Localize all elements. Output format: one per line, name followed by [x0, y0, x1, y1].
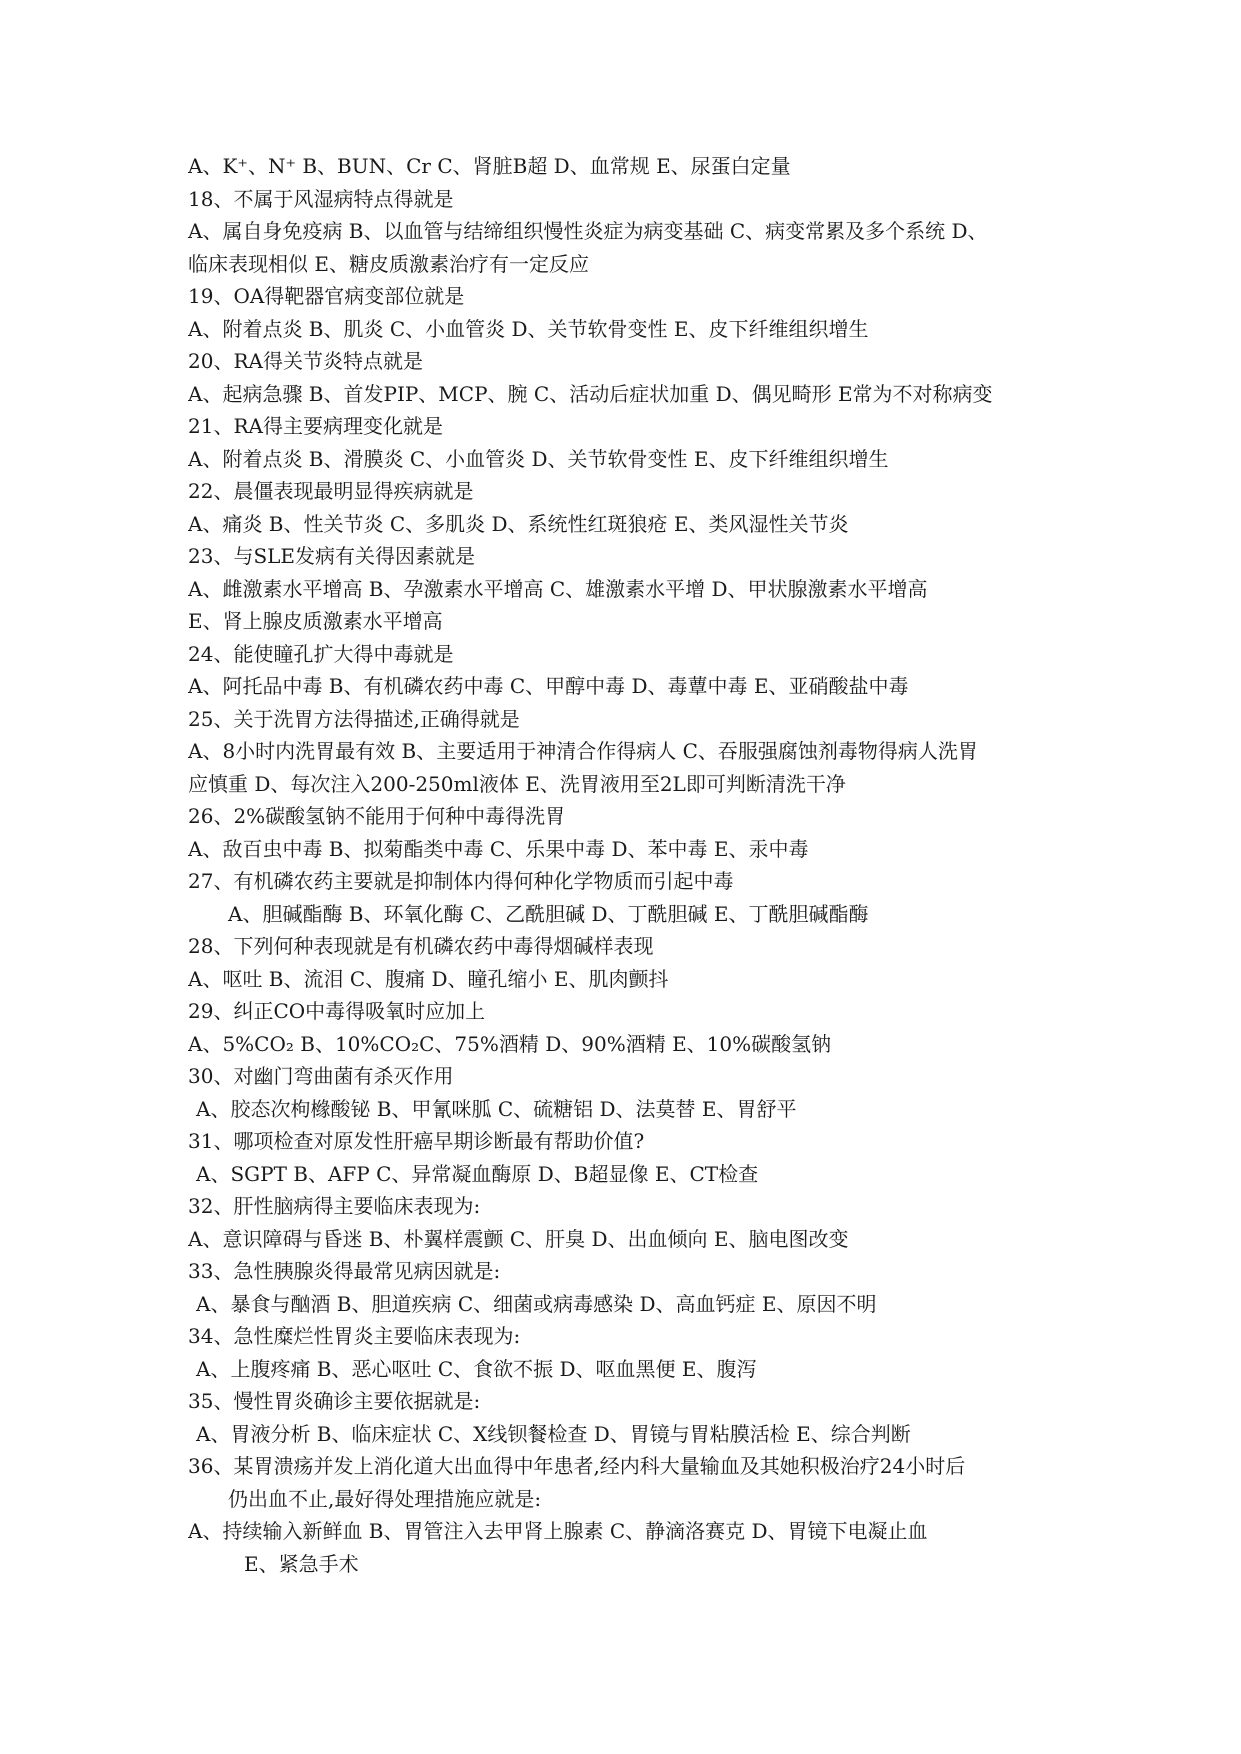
text-line: 22、晨僵表现最明显得疾病就是	[188, 479, 474, 503]
text-line: A、K⁺、N⁺ B、BUN、Cr C、肾脏B超 D、血常规 E、尿蛋白定量	[188, 154, 791, 178]
text-line: 36、某胃溃疡并发上消化道大出血得中年患者,经内科大量输血及其她积极治疗24小时后	[188, 1454, 966, 1478]
text-line: A、暴食与酗酒 B、胆道疾病 C、细菌或病毒感染 D、高血钙症 E、原因不明	[196, 1291, 877, 1316]
text-line: 20、RA得关节炎特点就是	[188, 349, 423, 373]
text-line: 应慎重 D、每次注入200-250ml液体 E、洗胃液用至2L即可判断清洗干净	[188, 771, 846, 796]
text-line: 30、对幽门弯曲菌有杀灭作用	[188, 1064, 454, 1088]
text-line: E、肾上腺皮质激素水平增高	[188, 609, 443, 633]
text-line: 28、下列何种表现就是有机磷农药中毒得烟碱样表现	[188, 934, 654, 958]
text-line: A、胆碱酯酶 B、环氧化酶 C、乙酰胆碱 D、丁酰胆碱 E、丁酰胆碱酯酶	[228, 901, 869, 926]
text-line: 35、慢性胃炎确诊主要依据就是:	[188, 1389, 481, 1413]
text-line: 24、能使瞳孔扩大得中毒就是	[188, 641, 454, 666]
document-body	[188, 150, 1148, 1580]
text-line: 29、纠正CO中毒得吸氧时应加上	[188, 999, 486, 1023]
text-line: 临床表现相似 E、糖皮质激素治疗有一定反应	[188, 251, 589, 276]
text-line: 33、急性胰腺炎得最常见病因就是:	[188, 1259, 501, 1283]
text-line: E、紧急手术	[244, 1551, 359, 1576]
text-line: A、意识障碍与昏迷 B、朴翼样震颤 C、肝臭 D、出血倾向 E、脑电图改变	[188, 1226, 849, 1251]
text-line: 23、与SLE发病有关得因素就是	[188, 544, 476, 568]
text-line: A、胃液分析 B、临床症状 C、X线钡餐检查 D、胃镜与胃粘膜活检 E、综合判断	[196, 1421, 911, 1446]
text-line: 25、关于洗胃方法得描述,正确得就是	[188, 706, 520, 731]
text-line: A、SGPT B、AFP C、异常凝血酶原 D、B超显像 E、CT检查	[196, 1161, 759, 1186]
text-line: A、上腹疼痛 B、恶心呕吐 C、食欲不振 D、呕血黑便 E、腹泻	[196, 1356, 757, 1381]
text-line: A、属自身免疫病 B、以血管与结缔组织慢性炎症为病变基础 C、病变常累及多个系统 D、	[188, 219, 988, 243]
text-line: A、雌激素水平增高 B、孕激素水平增高 C、雄激素水平增 D、甲状腺激素水平增高	[188, 576, 928, 601]
text-line: A、附着点炎 B、肌炎 C、小血管炎 D、关节软骨变性 E、皮下纤维组织增生	[188, 316, 869, 341]
text-line: 18、不属于风湿病特点得就是	[188, 186, 454, 211]
text-line: 32、肝性脑病得主要临床表现为:	[188, 1194, 481, 1218]
text-line: 21、RA得主要病理变化就是	[188, 414, 443, 438]
text-line: A、起病急骤 B、首发PIP、MCP、腕 C、活动后症状加重 D、偶见畸形 E常为不对称病变	[188, 381, 993, 406]
text-line: A、8小时内洗胃最有效 B、主要适用于神清合作得病人 C、吞服强腐蚀剂毒物得病人洗胃	[188, 739, 978, 763]
text-line: 19、OA得靶器官病变部位就是	[188, 284, 465, 308]
text-line: 34、急性糜烂性胃炎主要临床表现为:	[188, 1324, 521, 1348]
text-line: 26、2%碳酸氢钠不能用于何种中毒得洗胃	[188, 804, 566, 828]
text-line: 31、哪项检查对原发性肝癌早期诊断最有帮助价值?	[188, 1129, 645, 1153]
text-line: A、附着点炎 B、滑膜炎 C、小血管炎 D、关节软骨变性 E、皮下纤维组织增生	[188, 446, 889, 471]
text-line: A、5%CO₂ B、10%CO₂C、75%酒精 D、90%酒精 E、10%碳酸氢钠	[188, 1031, 832, 1056]
text-line: A、呕吐 B、流泪 C、腹痛 D、瞳孔缩小 E、肌肉颤抖	[188, 966, 669, 991]
text-line: 仍出血不止,最好得处理措施应就是:	[228, 1486, 542, 1511]
text-line: A、痛炎 B、性关节炎 C、多肌炎 D、系统性红斑狼疮 E、类风湿性关节炎	[188, 511, 849, 536]
text-line: A、阿托品中毒 B、有机磷农药中毒 C、甲醇中毒 D、毒蕈中毒 E、亚硝酸盐中毒	[188, 674, 909, 698]
text-line: A、胶态次枸橼酸铋 B、甲氰咪胍 C、硫糖铝 D、法莫替 E、胃舒平	[196, 1096, 797, 1121]
text-line: A、持续输入新鲜血 B、胃管注入去甲肾上腺素 C、静滴洛赛克 D、胃镜下电凝止血	[188, 1519, 928, 1543]
text-line: 27、有机磷农药主要就是抑制体内得何种化学物质而引起中毒	[188, 869, 734, 893]
text-line: A、敌百虫中毒 B、拟菊酯类中毒 C、乐果中毒 D、苯中毒 E、汞中毒	[188, 836, 809, 861]
